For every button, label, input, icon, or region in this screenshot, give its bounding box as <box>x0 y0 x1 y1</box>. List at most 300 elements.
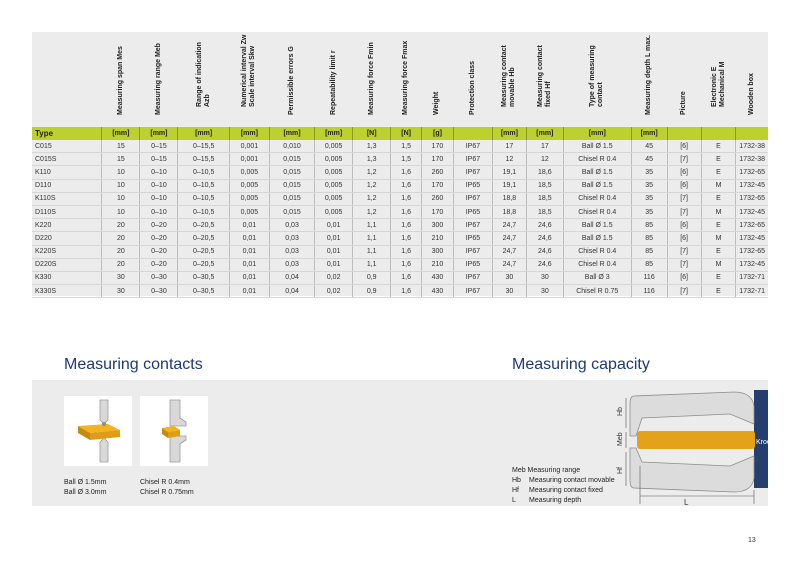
table-cell: 18,6 <box>526 166 563 179</box>
hb-label: Hb <box>617 407 624 416</box>
table-cell: 30 <box>102 285 140 298</box>
model-type-cell: K110S <box>32 192 102 205</box>
table-cell: 1,1 <box>353 219 391 232</box>
table-cell: 0–30,5 <box>178 271 229 284</box>
column-header <box>631 32 667 127</box>
table-cell: 1,2 <box>353 205 391 218</box>
header-line: Measuring contact <box>536 45 544 107</box>
table-cell: Ball Ø 1.5 <box>563 140 631 153</box>
table-cell: 20 <box>102 219 140 232</box>
table-cell: 35 <box>631 205 667 218</box>
table-cell: 0,01 <box>229 219 269 232</box>
table-cell: 1,6 <box>391 285 422 298</box>
table-cell: E <box>701 166 736 179</box>
table-cell: 85 <box>631 219 667 232</box>
column-header <box>736 32 768 127</box>
table-row <box>32 153 768 166</box>
column-header-label <box>196 42 212 107</box>
table-row <box>32 258 768 271</box>
table-cell: [7] <box>667 245 701 258</box>
table-cell: 0–20 <box>140 258 178 271</box>
table-cell: 0–30 <box>140 271 178 284</box>
table-cell: 19,1 <box>492 166 526 179</box>
header-line: Mechanical M <box>718 61 726 107</box>
table-cell: 35 <box>631 192 667 205</box>
table-cell: 0–30 <box>140 285 178 298</box>
lower-caliper-arm <box>630 448 754 492</box>
table-cell: 18,8 <box>492 205 526 218</box>
table-cell: 1,1 <box>353 258 391 271</box>
header-line: Measuring depth L max. <box>645 35 653 115</box>
unit-cell: [mm] <box>102 127 140 140</box>
header-line: fixed Hf <box>544 81 552 107</box>
table-cell: 20 <box>102 232 140 245</box>
table-row <box>32 192 768 205</box>
table-cell: 1,2 <box>353 179 391 192</box>
measuring-contacts-title: Measuring contacts <box>64 356 203 373</box>
table-cell: Chisel R 0.4 <box>563 245 631 258</box>
table-cell: 30 <box>102 271 140 284</box>
table-cell: M <box>701 258 736 271</box>
table-cell: 0–20 <box>140 232 178 245</box>
table-cell: 210 <box>422 232 454 245</box>
table-cell: 170 <box>422 179 454 192</box>
table-cell: 24,6 <box>526 245 563 258</box>
table-cell: Chisel R 0.4 <box>563 192 631 205</box>
column-header-label <box>330 50 338 115</box>
unit-cell: [mm] <box>229 127 269 140</box>
legend-l-key: L <box>512 497 516 504</box>
table-cell: 116 <box>631 285 667 298</box>
table-cell: 1732-45 <box>736 232 768 245</box>
header-line: Repeatability limit r <box>329 50 337 115</box>
column-header-label <box>501 45 517 107</box>
header-line: Azb <box>203 94 211 107</box>
table-cell: 1732-71 <box>736 271 768 284</box>
table-cell: 170 <box>422 153 454 166</box>
table-cell: 0,001 <box>229 140 269 153</box>
model-type-cell: K330S <box>32 285 102 298</box>
table-cell: 0–10 <box>140 205 178 218</box>
column-header <box>315 32 353 127</box>
table-cell: 12 <box>492 153 526 166</box>
table-cell: [7] <box>667 153 701 166</box>
table-cell: 20 <box>102 245 140 258</box>
table-cell: 0,9 <box>353 271 391 284</box>
table-cell: [6] <box>667 232 701 245</box>
header-line: Picture <box>680 91 688 115</box>
header-line: Measuring range Meb <box>154 43 162 115</box>
page-number: 13 <box>748 537 756 544</box>
table-unit-row <box>32 127 768 140</box>
column-header-label <box>537 45 553 107</box>
table-cell: 0–20,5 <box>178 232 229 245</box>
table-cell: IP67 <box>453 192 492 205</box>
table-cell: 0,04 <box>269 271 314 284</box>
table-cell: 0,005 <box>229 192 269 205</box>
table-cell: 1,3 <box>353 153 391 166</box>
table-cell: 0,010 <box>269 140 314 153</box>
table-cell: E <box>701 192 736 205</box>
column-header <box>667 32 701 127</box>
table-cell: [7] <box>667 205 701 218</box>
table-cell: 0–20,5 <box>178 219 229 232</box>
table-row <box>32 179 768 192</box>
table-cell: 30 <box>526 285 563 298</box>
table-cell: 1,5 <box>391 153 422 166</box>
table-cell: [6] <box>667 219 701 232</box>
column-header-label <box>645 35 653 115</box>
chisel-contact-illustration <box>140 396 208 466</box>
table-cell: Ball Ø 1.5 <box>563 232 631 245</box>
table-cell: [6] <box>667 271 701 284</box>
table-cell: 24,7 <box>492 258 526 271</box>
table-cell: 0,005 <box>315 179 353 192</box>
column-header-label <box>748 73 756 115</box>
table-cell: 430 <box>422 285 454 298</box>
table-cell: 24,7 <box>492 245 526 258</box>
table-cell: M <box>701 205 736 218</box>
table-header-row <box>32 32 768 127</box>
column-header-label <box>680 91 688 115</box>
table-cell: 0,03 <box>269 219 314 232</box>
table-cell: 1,6 <box>391 205 422 218</box>
header-line: Permissible errors G <box>288 46 296 115</box>
table-cell: 24,7 <box>492 232 526 245</box>
table-cell: 1,2 <box>353 192 391 205</box>
unit-cell <box>736 127 768 140</box>
table-cell: 0,005 <box>315 140 353 153</box>
unit-cell <box>667 127 701 140</box>
table-cell: 0–10,5 <box>178 179 229 192</box>
table-cell: Ball Ø 1.5 <box>563 179 631 192</box>
unit-cell: [mm] <box>563 127 631 140</box>
table-cell: E <box>701 219 736 232</box>
column-header-label <box>241 35 257 107</box>
table-cell: 0–10,5 <box>178 205 229 218</box>
capacity-legend <box>512 466 615 506</box>
table-cell: 1,6 <box>391 179 422 192</box>
table-cell: 0–15,5 <box>178 153 229 166</box>
table-cell: 300 <box>422 245 454 258</box>
table-row <box>32 140 768 153</box>
table-cell: 0–20,5 <box>178 258 229 271</box>
table-cell: 30 <box>492 271 526 284</box>
model-type-cell: D110 <box>32 179 102 192</box>
header-line: Electronic E <box>710 66 718 107</box>
table-cell: 24,7 <box>492 219 526 232</box>
table-cell: 0,005 <box>315 205 353 218</box>
table-cell: 170 <box>422 140 454 153</box>
table-row <box>32 271 768 284</box>
table-cell: 85 <box>631 245 667 258</box>
picture-7-line-2: Chisel R 0.75mm <box>140 489 194 496</box>
table-cell: [7] <box>667 285 701 298</box>
table-cell: M <box>701 232 736 245</box>
measuring-capacity-title: Measuring capacity <box>512 356 650 373</box>
table-cell: 1732-38 <box>736 140 768 153</box>
model-type-cell: D110S <box>32 205 102 218</box>
depth-label-l: L <box>684 498 689 507</box>
table-cell: IP65 <box>453 179 492 192</box>
table-cell: 1,6 <box>391 219 422 232</box>
column-header <box>353 32 391 127</box>
table-cell: 0–15 <box>140 153 178 166</box>
unit-cell: [N] <box>391 127 422 140</box>
table-body <box>32 140 768 298</box>
table-cell: 0,01 <box>229 285 269 298</box>
table-cell: 1732-65 <box>736 245 768 258</box>
header-line: Wooden box <box>747 73 755 115</box>
unit-cell: [mm] <box>526 127 563 140</box>
header-line: Weight <box>433 91 441 115</box>
model-type-cell: D220 <box>32 232 102 245</box>
legend-hb-key: Hb <box>512 477 521 484</box>
column-header <box>229 32 269 127</box>
table-cell: [7] <box>667 258 701 271</box>
table-cell: 1,6 <box>391 232 422 245</box>
column-header <box>422 32 454 127</box>
column-header <box>140 32 178 127</box>
table-cell: Ball Ø 3 <box>563 271 631 284</box>
table-cell: Chisel R 0.4 <box>563 205 631 218</box>
legend-l-text: Measuring depth <box>529 497 582 504</box>
table-cell: 0,015 <box>269 205 314 218</box>
unit-cell: [N] <box>353 127 391 140</box>
header-line: Range of indication <box>195 42 203 107</box>
type-column-label: Type <box>32 127 102 140</box>
table-cell: 1,6 <box>391 192 422 205</box>
table-cell: 17 <box>492 140 526 153</box>
table-cell: 0,015 <box>269 192 314 205</box>
model-type-cell: K110 <box>32 166 102 179</box>
table-cell: 1,6 <box>391 258 422 271</box>
meb-label: Meb <box>617 432 624 446</box>
table-cell: E <box>701 153 736 166</box>
table-cell: IP67 <box>453 140 492 153</box>
table-cell: 0,01 <box>315 245 353 258</box>
table-cell: 1,2 <box>353 166 391 179</box>
table-cell: 18,8 <box>492 192 526 205</box>
header-line: Numerical interval Zw <box>241 34 249 107</box>
picture-7-line-1: Chisel R 0.4mm <box>140 479 190 486</box>
column-header-label <box>469 61 477 115</box>
table-cell: 0–15 <box>140 140 178 153</box>
column-header-label <box>155 43 163 115</box>
table-cell: 0,01 <box>229 258 269 271</box>
table-row <box>32 232 768 245</box>
table-cell: 0–10 <box>140 179 178 192</box>
table-cell: 0–20 <box>140 219 178 232</box>
model-type-cell: K220S <box>32 245 102 258</box>
table-cell: IP65 <box>453 205 492 218</box>
table-cell: 12 <box>526 153 563 166</box>
table-cell: 24,6 <box>526 219 563 232</box>
unit-cell: [mm] <box>140 127 178 140</box>
table-cell: 1732-45 <box>736 205 768 218</box>
table-cell: IP67 <box>453 153 492 166</box>
model-type-cell: K330 <box>32 271 102 284</box>
table-cell: Chisel R 0.4 <box>563 258 631 271</box>
column-header <box>269 32 314 127</box>
table-cell: 1732-65 <box>736 166 768 179</box>
table-cell: 10 <box>102 179 140 192</box>
table-cell: 1732-65 <box>736 219 768 232</box>
table-cell: 0,015 <box>269 153 314 166</box>
table-cell: 0–20 <box>140 245 178 258</box>
table-cell: [6] <box>667 140 701 153</box>
legend-item-l <box>512 496 615 506</box>
picture-6-line-2: Ball Ø 3.0mm <box>64 489 107 496</box>
model-type-cell: C015S <box>32 153 102 166</box>
table-cell: 24,6 <box>526 258 563 271</box>
column-header <box>391 32 422 127</box>
table-cell: 18,5 <box>526 192 563 205</box>
unit-cell: [mm] <box>631 127 667 140</box>
table-cell: 0,01 <box>229 271 269 284</box>
table-cell: 1732-45 <box>736 258 768 271</box>
unit-cell <box>453 127 492 140</box>
unit-cell: [mm] <box>269 127 314 140</box>
ball-contact-illustration <box>64 396 132 466</box>
table-cell: 0,03 <box>269 245 314 258</box>
table-cell: 0,001 <box>229 153 269 166</box>
table-cell: 300 <box>422 219 454 232</box>
table-cell: 10 <box>102 166 140 179</box>
table-cell: 0,005 <box>229 179 269 192</box>
header-line: contact <box>597 82 605 107</box>
column-header <box>102 32 140 127</box>
legend-item-meb <box>512 466 615 476</box>
header-line: Measuring contact <box>501 45 509 107</box>
hf-label: Hf <box>617 467 624 474</box>
table-cell: 170 <box>422 205 454 218</box>
column-header <box>492 32 526 127</box>
unit-cell: [mm] <box>315 127 353 140</box>
table-cell: 0,005 <box>315 166 353 179</box>
table-cell: 10 <box>102 192 140 205</box>
table-cell: IP65 <box>453 258 492 271</box>
table-cell: 260 <box>422 192 454 205</box>
table-cell: 0,015 <box>269 179 314 192</box>
legend-hb-text: Measuring contact movable <box>529 477 615 484</box>
spec-table <box>32 32 768 298</box>
table-cell: 30 <box>526 271 563 284</box>
picture-6-text <box>64 478 106 498</box>
table-cell: 1,6 <box>391 245 422 258</box>
table-cell: 0–30,5 <box>178 285 229 298</box>
table-cell: 30 <box>492 285 526 298</box>
table-cell: 1,5 <box>391 140 422 153</box>
model-type-cell: C015 <box>32 140 102 153</box>
table-cell: 18,5 <box>526 179 563 192</box>
header-line: movable Hb <box>509 67 517 107</box>
table-cell: 10 <box>102 205 140 218</box>
table-cell: 0–10,5 <box>178 166 229 179</box>
table-cell: 0,015 <box>269 166 314 179</box>
table-cell: 430 <box>422 271 454 284</box>
table-cell: 35 <box>631 166 667 179</box>
unit-cell: [mm] <box>178 127 229 140</box>
table-cell: 17 <box>526 140 563 153</box>
table-cell: E <box>701 271 736 284</box>
column-header <box>701 32 736 127</box>
table-cell: E <box>701 245 736 258</box>
table-cell: 24,6 <box>526 232 563 245</box>
table-cell: 15 <box>102 140 140 153</box>
table-cell: 0,02 <box>315 271 353 284</box>
column-header <box>178 32 229 127</box>
table-cell: 19,1 <box>492 179 526 192</box>
table-cell: 18,5 <box>526 205 563 218</box>
table-cell: 0,005 <box>315 192 353 205</box>
table-cell: 0,02 <box>315 285 353 298</box>
table-cell: 15 <box>102 153 140 166</box>
table-cell: IP67 <box>453 285 492 298</box>
table-row <box>32 219 768 232</box>
header-line: Protection class <box>468 60 476 115</box>
header-line: Scale interval Skw <box>249 45 257 107</box>
table-cell: Chisel R 0.4 <box>563 153 631 166</box>
table-cell: Ball Ø 1.5 <box>563 219 631 232</box>
table-cell: 0,03 <box>269 232 314 245</box>
header-line: Measuring force Fmin <box>367 42 375 115</box>
upper-caliper-arm <box>630 392 754 436</box>
table-cell: 0,01 <box>315 219 353 232</box>
table-cell: 1,3 <box>353 140 391 153</box>
table-cell: 1732-71 <box>736 285 768 298</box>
picture-7-text <box>140 478 194 498</box>
table-cell: 20 <box>102 258 140 271</box>
table-cell: 35 <box>631 179 667 192</box>
header-line: Measuring span Mes <box>116 46 124 115</box>
table-cell: 0,01 <box>229 245 269 258</box>
table-cell: 45 <box>631 140 667 153</box>
table-cell: 0–10 <box>140 166 178 179</box>
table-cell: 1,1 <box>353 232 391 245</box>
column-header-label <box>288 46 296 115</box>
table-cell: 45 <box>631 153 667 166</box>
model-type-cell: K220 <box>32 219 102 232</box>
legend-meb-text: Meb Measuring range <box>512 467 581 474</box>
column-header-label <box>402 41 410 115</box>
header-line: Type of measuring <box>589 45 597 107</box>
model-type-cell: D220S <box>32 258 102 271</box>
table-cell: 210 <box>422 258 454 271</box>
table-cell: 0–10,5 <box>178 192 229 205</box>
table-cell: 1732-38 <box>736 153 768 166</box>
caliper-diagram <box>604 384 771 507</box>
table-cell: 0,03 <box>269 258 314 271</box>
table-cell: IP67 <box>453 245 492 258</box>
table-cell: IP65 <box>453 232 492 245</box>
table-cell: 0,005 <box>229 205 269 218</box>
table-cell: 260 <box>422 166 454 179</box>
legend-item-hf <box>512 486 615 496</box>
table-cell: 1,6 <box>391 271 422 284</box>
table-cell: 0,005 <box>229 166 269 179</box>
unit-cell <box>701 127 736 140</box>
table-cell: IP67 <box>453 166 492 179</box>
upper-jaw-shape <box>100 400 108 424</box>
column-header <box>453 32 492 127</box>
column-header-label <box>589 45 605 107</box>
table-cell: E <box>701 140 736 153</box>
table-cell: [6] <box>667 179 701 192</box>
legend-hf-text: Measuring contact fixed <box>529 487 603 494</box>
table-cell: 0,01 <box>315 258 353 271</box>
table-row <box>32 245 768 258</box>
